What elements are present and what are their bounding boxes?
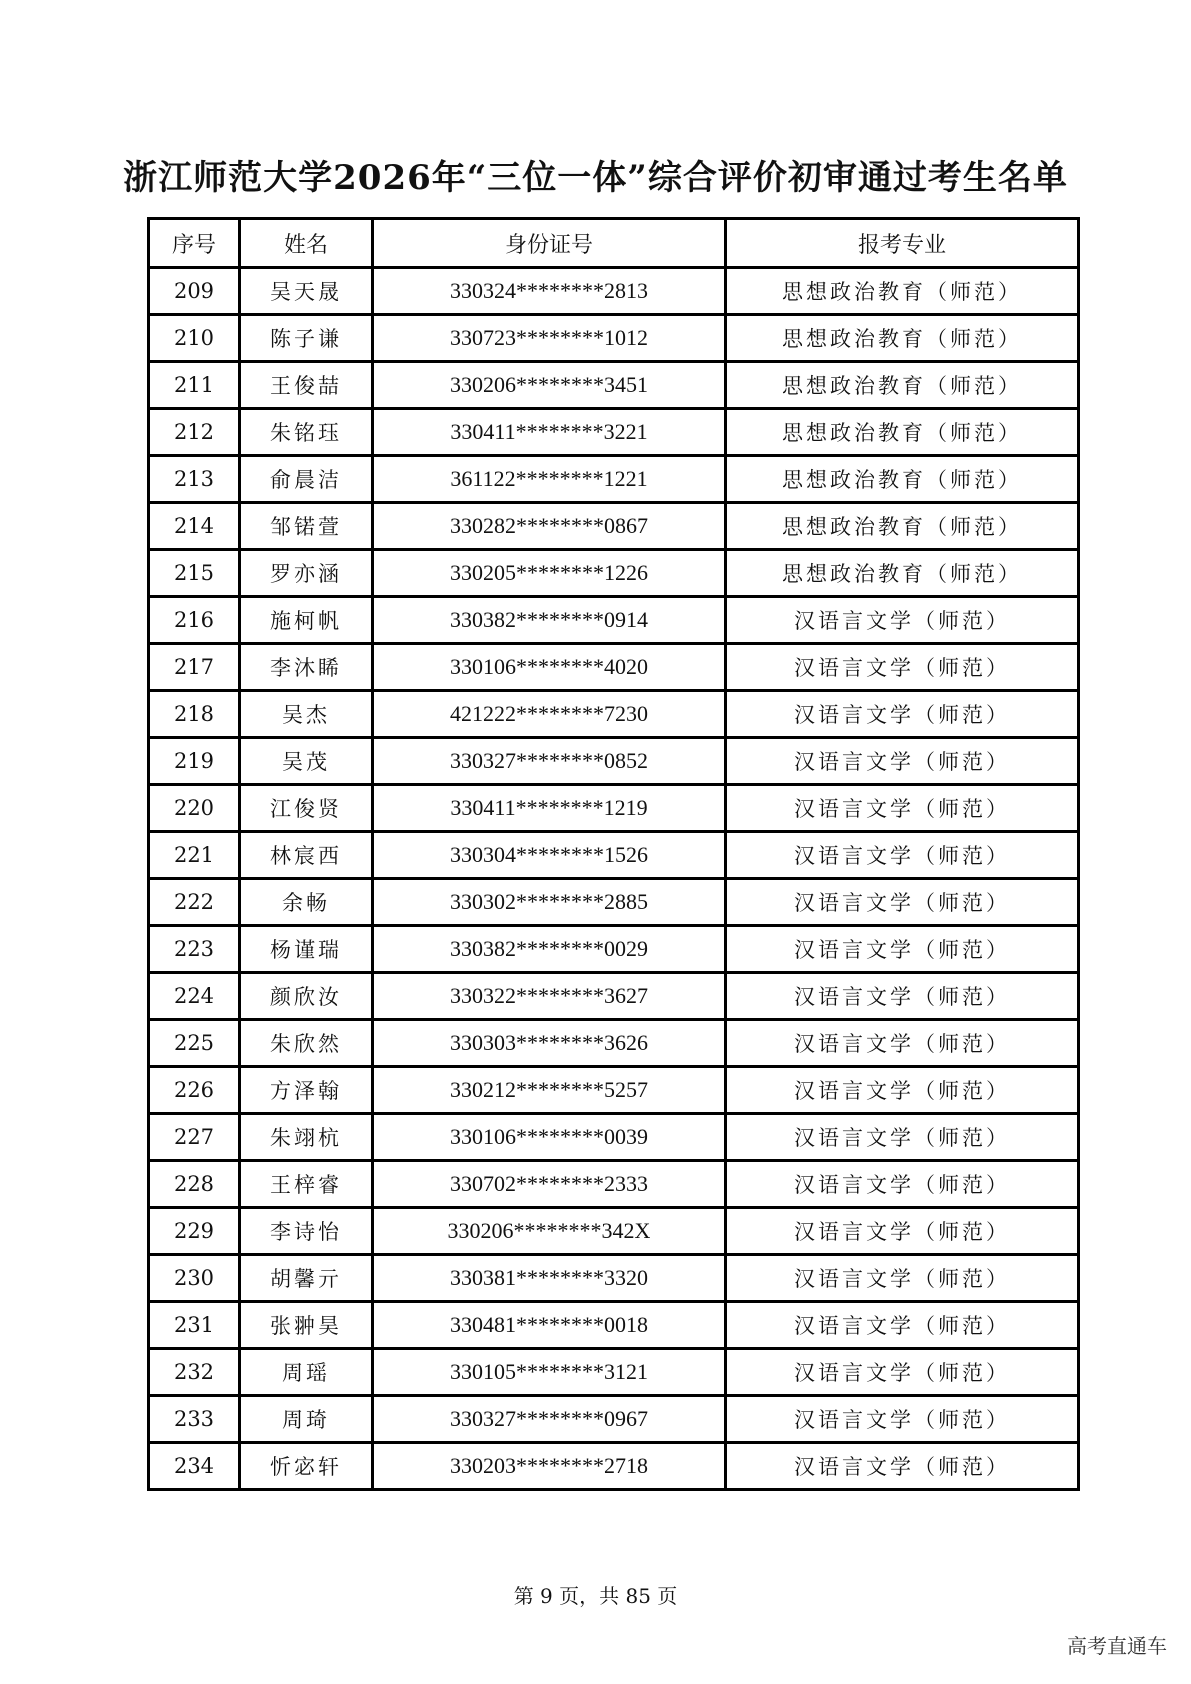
cell-id-number: 330282********0867 bbox=[373, 503, 726, 550]
cell-id-number: 361122********1221 bbox=[373, 456, 726, 503]
cell-name: 王梓睿 bbox=[240, 1161, 373, 1208]
cell-name: 周瑶 bbox=[240, 1349, 373, 1396]
cell-id-number: 330206********3451 bbox=[373, 362, 726, 409]
cell-major: 汉语言文学（师范） bbox=[726, 738, 1079, 785]
cell-name: 李沐睎 bbox=[240, 644, 373, 691]
watermark: 高考直通车 bbox=[1067, 1634, 1167, 1658]
cell-major: 汉语言文学（师范） bbox=[726, 1255, 1079, 1302]
table-row bbox=[149, 1255, 1079, 1302]
cell-id-number: 330106********4020 bbox=[373, 644, 726, 691]
cell-name: 朱铭珏 bbox=[240, 409, 373, 456]
cell-major: 汉语言文学（师范） bbox=[726, 1067, 1079, 1114]
cell-major: 汉语言文学（师范） bbox=[726, 1349, 1079, 1396]
cell-name: 颜欣汝 bbox=[240, 973, 373, 1020]
cell-id-number: 330702********2333 bbox=[373, 1161, 726, 1208]
cell-name: 邹锘萱 bbox=[240, 503, 373, 550]
cell-index: 227 bbox=[149, 1114, 240, 1161]
table-row bbox=[149, 973, 1079, 1020]
cell-major: 汉语言文学（师范） bbox=[726, 1208, 1079, 1255]
cell-id-number: 421222********7230 bbox=[373, 691, 726, 738]
cell-id-number: 330106********0039 bbox=[373, 1114, 726, 1161]
cell-index: 212 bbox=[149, 409, 240, 456]
cell-index: 215 bbox=[149, 550, 240, 597]
header-id-number: 身份证号 bbox=[373, 219, 726, 268]
page-number: 第 9 页，共 85 页 bbox=[513, 1584, 678, 1608]
cell-name: 罗亦涵 bbox=[240, 550, 373, 597]
cell-index: 234 bbox=[149, 1443, 240, 1490]
table-row bbox=[149, 1396, 1079, 1443]
cell-id-number: 330205********1226 bbox=[373, 550, 726, 597]
cell-id-number: 330212********5257 bbox=[373, 1067, 726, 1114]
cell-id-number: 330327********0852 bbox=[373, 738, 726, 785]
cell-name: 胡馨亓 bbox=[240, 1255, 373, 1302]
cell-index: 222 bbox=[149, 879, 240, 926]
table-row bbox=[149, 1443, 1079, 1490]
cell-index: 209 bbox=[149, 268, 240, 315]
cell-index: 229 bbox=[149, 1208, 240, 1255]
cell-id-number: 330411********3221 bbox=[373, 409, 726, 456]
header-index: 序号 bbox=[149, 219, 240, 268]
cell-index: 230 bbox=[149, 1255, 240, 1302]
cell-major: 思想政治教育（师范） bbox=[726, 362, 1079, 409]
cell-major: 汉语言文学（师范） bbox=[726, 832, 1079, 879]
cell-index: 217 bbox=[149, 644, 240, 691]
table-row bbox=[149, 503, 1079, 550]
cell-name: 余畅 bbox=[240, 879, 373, 926]
cell-major: 思想政治教育（师范） bbox=[726, 503, 1079, 550]
cell-index: 225 bbox=[149, 1020, 240, 1067]
cell-index: 228 bbox=[149, 1161, 240, 1208]
cell-name: 方泽翰 bbox=[240, 1067, 373, 1114]
cell-id-number: 330382********0029 bbox=[373, 926, 726, 973]
cell-index: 223 bbox=[149, 926, 240, 973]
table-row bbox=[149, 785, 1079, 832]
cell-index: 214 bbox=[149, 503, 240, 550]
cell-major: 思想政治教育（师范） bbox=[726, 315, 1079, 362]
table-row bbox=[149, 926, 1079, 973]
cell-major: 汉语言文学（师范） bbox=[726, 1161, 1079, 1208]
cell-major: 汉语言文学（师范） bbox=[726, 1114, 1079, 1161]
table-row bbox=[149, 1020, 1079, 1067]
cell-name: 王俊喆 bbox=[240, 362, 373, 409]
cell-index: 220 bbox=[149, 785, 240, 832]
cell-index: 231 bbox=[149, 1302, 240, 1349]
cell-name: 忻宓轩 bbox=[240, 1443, 373, 1490]
table-row bbox=[149, 1208, 1079, 1255]
cell-id-number: 330304********1526 bbox=[373, 832, 726, 879]
cell-index: 226 bbox=[149, 1067, 240, 1114]
cell-name: 吴天晟 bbox=[240, 268, 373, 315]
table-row bbox=[149, 1067, 1079, 1114]
cell-id-number: 330322********3627 bbox=[373, 973, 726, 1020]
table-row bbox=[149, 1349, 1079, 1396]
cell-id-number: 330302********2885 bbox=[373, 879, 726, 926]
table-row bbox=[149, 315, 1079, 362]
cell-name: 陈子谦 bbox=[240, 315, 373, 362]
cell-id-number: 330481********0018 bbox=[373, 1302, 726, 1349]
cell-major: 汉语言文学（师范） bbox=[726, 785, 1079, 832]
table-header-row bbox=[149, 219, 1079, 268]
cell-id-number: 330411********1219 bbox=[373, 785, 726, 832]
cell-name: 朱欣然 bbox=[240, 1020, 373, 1067]
table-row bbox=[149, 597, 1079, 644]
table-row bbox=[149, 268, 1079, 315]
cell-id-number: 330382********0914 bbox=[373, 597, 726, 644]
cell-major: 汉语言文学（师范） bbox=[726, 691, 1079, 738]
cell-index: 210 bbox=[149, 315, 240, 362]
table-row bbox=[149, 550, 1079, 597]
cell-index: 221 bbox=[149, 832, 240, 879]
table-row bbox=[149, 362, 1079, 409]
cell-name: 吴杰 bbox=[240, 691, 373, 738]
cell-major: 思想政治教育（师范） bbox=[726, 550, 1079, 597]
cell-name: 林宸西 bbox=[240, 832, 373, 879]
cell-id-number: 330303********3626 bbox=[373, 1020, 726, 1067]
cell-name: 朱翊杭 bbox=[240, 1114, 373, 1161]
table-row bbox=[149, 879, 1079, 926]
cell-index: 233 bbox=[149, 1396, 240, 1443]
cell-id-number: 330206********342X bbox=[373, 1208, 726, 1255]
cell-major: 汉语言文学（师范） bbox=[726, 644, 1079, 691]
cell-index: 224 bbox=[149, 973, 240, 1020]
cell-major: 汉语言文学（师范） bbox=[726, 1443, 1079, 1490]
cell-id-number: 330381********3320 bbox=[373, 1255, 726, 1302]
cell-index: 211 bbox=[149, 362, 240, 409]
cell-name: 李诗怡 bbox=[240, 1208, 373, 1255]
table-row bbox=[149, 832, 1079, 879]
document-title: 浙江师范大学2026年“三位一体”综合评价初审通过考生名单 bbox=[123, 158, 1068, 198]
cell-major: 思想政治教育（师范） bbox=[726, 268, 1079, 315]
cell-id-number: 330203********2718 bbox=[373, 1443, 726, 1490]
cell-name: 吴茂 bbox=[240, 738, 373, 785]
cell-name: 杨谨瑞 bbox=[240, 926, 373, 973]
cell-id-number: 330105********3121 bbox=[373, 1349, 726, 1396]
cell-index: 213 bbox=[149, 456, 240, 503]
header-name: 姓名 bbox=[240, 219, 373, 268]
cell-name: 周琦 bbox=[240, 1396, 373, 1443]
cell-major: 汉语言文学（师范） bbox=[726, 879, 1079, 926]
cell-major: 汉语言文学（师范） bbox=[726, 973, 1079, 1020]
cell-id-number: 330723********1012 bbox=[373, 315, 726, 362]
cell-major: 思想政治教育（师范） bbox=[726, 409, 1079, 456]
cell-index: 216 bbox=[149, 597, 240, 644]
table-row bbox=[149, 409, 1079, 456]
cell-id-number: 330324********2813 bbox=[373, 268, 726, 315]
cell-major: 汉语言文学（师范） bbox=[726, 1020, 1079, 1067]
cell-major: 汉语言文学（师范） bbox=[726, 597, 1079, 644]
table-row bbox=[149, 691, 1079, 738]
table-row bbox=[149, 644, 1079, 691]
cell-name: 施柯帆 bbox=[240, 597, 373, 644]
cell-name: 江俊贤 bbox=[240, 785, 373, 832]
cell-id-number: 330327********0967 bbox=[373, 1396, 726, 1443]
table-row bbox=[149, 1302, 1079, 1349]
cell-index: 232 bbox=[149, 1349, 240, 1396]
table-row bbox=[149, 1161, 1079, 1208]
cell-major: 汉语言文学（师范） bbox=[726, 926, 1079, 973]
cell-major: 思想政治教育（师范） bbox=[726, 456, 1079, 503]
header-major: 报考专业 bbox=[726, 219, 1079, 268]
candidate-table bbox=[147, 217, 1080, 1491]
cell-name: 张翀昊 bbox=[240, 1302, 373, 1349]
table-row bbox=[149, 738, 1079, 785]
table-row bbox=[149, 456, 1079, 503]
cell-index: 219 bbox=[149, 738, 240, 785]
cell-major: 汉语言文学（师范） bbox=[726, 1302, 1079, 1349]
cell-index: 218 bbox=[149, 691, 240, 738]
cell-name: 俞晨洁 bbox=[240, 456, 373, 503]
table-row bbox=[149, 1114, 1079, 1161]
cell-major: 汉语言文学（师范） bbox=[726, 1396, 1079, 1443]
